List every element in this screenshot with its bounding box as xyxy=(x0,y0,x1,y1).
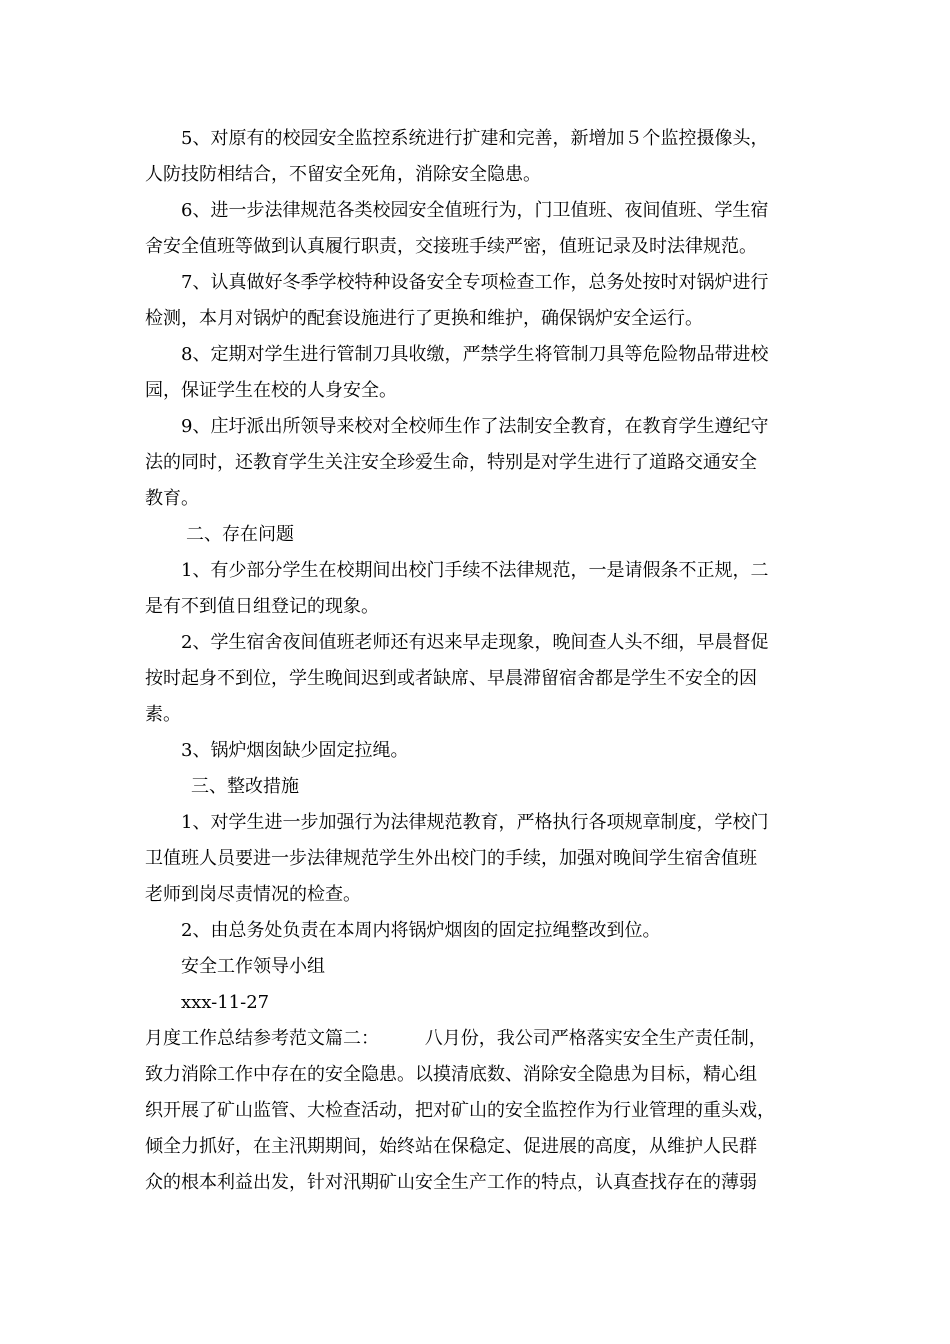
paragraph-line: 1、对学生进一步加强行为法律规范教育，严格执行各项规章制度，学校门 xyxy=(181,812,769,833)
paragraph-line: 众的根本利益出发，针对汛期矿山安全生产工作的特点，认真查找存在的薄弱 xyxy=(145,1172,757,1193)
paragraph-line: 3、锅炉烟囱缺少固定拉绳。 xyxy=(181,740,409,761)
paragraph-line: 织开展了矿山监管、大检查活动，把对矿山的安全监控作为行业管理的重头戏， xyxy=(145,1100,775,1121)
paragraph-line: 致力消除工作中存在的安全隐患。以摸清底数、消除安全隐患为目标，精心组 xyxy=(145,1064,757,1085)
signature-date: xxx-11-27 xyxy=(181,992,270,1013)
paragraph-line: 6、进一步法律规范各类校园安全值班行为，门卫值班、夜间值班、学生宿 xyxy=(181,200,769,221)
paragraph-line: 按时起身不到位，学生晚间迟到或者缺席、早晨滞留宿舍都是学生不安全的因 xyxy=(145,668,757,689)
paragraph-line: 法的同时，还教育学生关注安全珍爱生命，特别是对学生进行了道路交通安全 xyxy=(145,452,757,473)
paragraph-line: 素。 xyxy=(145,704,181,725)
paragraph-line: 8、定期对学生进行管制刀具收缴，严禁学生将管制刀具等危险物品带进校 xyxy=(181,344,769,365)
section-heading: 三、整改措施 xyxy=(191,776,299,797)
paragraph-line: 月度工作总结参考范文篇二： 八月份，我公司严格落实安全生产责任制， xyxy=(145,1028,767,1049)
paragraph-line: 2、由总务处负责在本周内将锅炉烟囱的固定拉绳整改到位。 xyxy=(181,920,661,941)
paragraph-line: 园，保证学生在校的人身安全。 xyxy=(145,380,397,401)
paragraph-line: 老师到岗尽责情况的检查。 xyxy=(145,884,361,905)
signature-group: 安全工作领导小组 xyxy=(181,956,325,977)
paragraph-line: 5、对原有的校园安全监控系统进行扩建和完善，新增加５个监控摄像头， xyxy=(181,128,769,149)
section-heading: 二、存在问题 xyxy=(186,524,294,545)
paragraph-line: 检测，本月对锅炉的配套设施进行了更换和维护，确保锅炉安全运行。 xyxy=(145,308,703,329)
paragraph-line: 2、学生宿舍夜间值班老师还有迟来早走现象，晚间查人头不细，早晨督促 xyxy=(181,632,769,653)
paragraph-line: 9、庄圩派出所领导来校对全校师生作了法制安全教育，在教育学生遵纪守 xyxy=(181,416,769,437)
paragraph-line: 教育。 xyxy=(145,488,199,509)
paragraph-line: 人防技防相结合，不留安全死角，消除安全隐患。 xyxy=(145,164,541,185)
paragraph-line: 是有不到值日组登记的现象。 xyxy=(145,596,379,617)
paragraph-line: 卫值班人员要进一步法律规范学生外出校门的手续，加强对晚间学生宿舍值班 xyxy=(145,848,757,869)
paragraph-line: 1、有少部分学生在校期间出校门手续不法律规范，一是请假条不正规，二 xyxy=(181,560,769,581)
paragraph-line: 舍安全值班等做到认真履行职责，交接班手续严密，值班记录及时法律规范。 xyxy=(145,236,757,257)
paragraph-line: 倾全力抓好，在主汛期期间，始终站在保稳定、促进展的高度，从维护人民群 xyxy=(145,1136,757,1157)
paragraph-line: 7、认真做好冬季学校特种设备安全专项检查工作，总务处按时对锅炉进行 xyxy=(181,272,769,293)
